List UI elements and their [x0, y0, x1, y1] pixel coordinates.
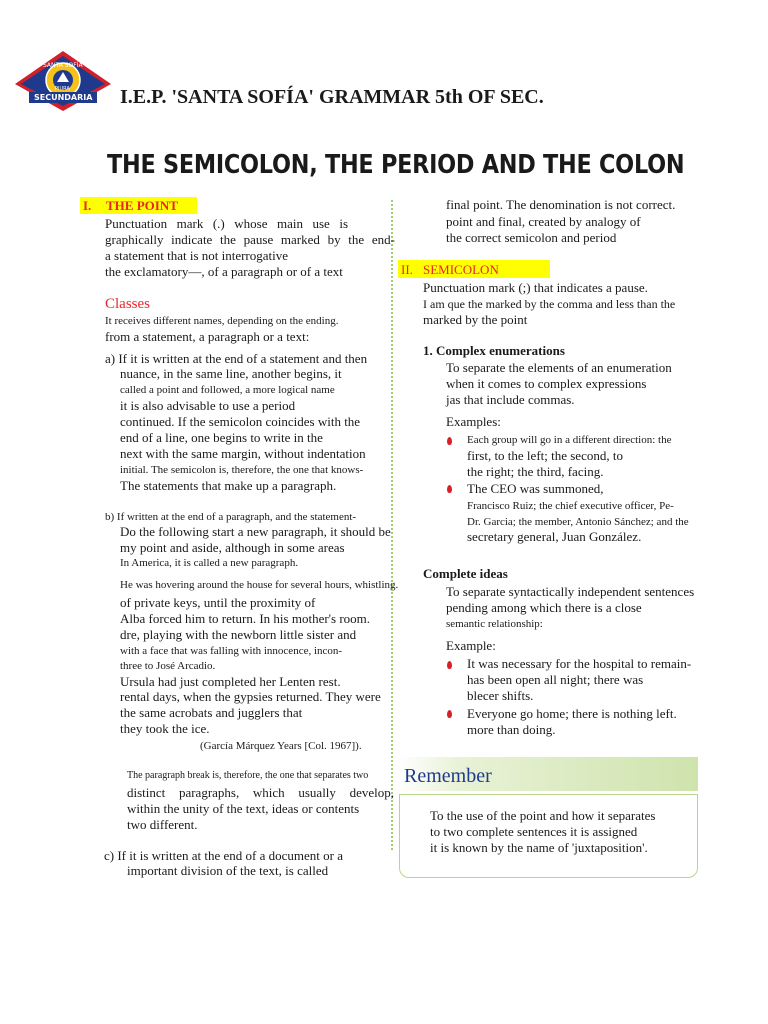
- p1-line1: Punctuation mark (.) whose main use is: [105, 216, 348, 231]
- example-label: Example:: [446, 638, 496, 653]
- bullet-icon: [447, 437, 452, 445]
- p1-line4: the exclamatory—, of a paragraph or of a text: [105, 264, 343, 279]
- logo-text-middle: PIURA: [55, 86, 70, 92]
- ex2-line4: secretary general, Juan González.: [467, 529, 642, 544]
- ce-line2: when it comes to complex expressions: [446, 376, 647, 391]
- bullet-icon: [447, 485, 452, 493]
- b-line2: Do the following start a new paragraph, it should be: [120, 524, 391, 539]
- a-line6: end of a line, one begins to write in the: [120, 430, 323, 445]
- classes-line2: from a statement, a paragraph or a text:: [105, 329, 310, 344]
- ci-line3: semantic relationship:: [446, 618, 543, 630]
- ci-line1: To separate syntactically independent sentences: [446, 584, 695, 599]
- right-top-line2: point and final, created by analogy of: [446, 214, 641, 229]
- right-top-line3: the correct semicolon and period: [446, 230, 617, 245]
- ce-line3: jas that include commas.: [446, 392, 575, 407]
- b-line3: my point and aside, although in some areas: [120, 540, 345, 555]
- quote-line10: they took the ice.: [120, 721, 210, 736]
- a-line9: The statements that make up a paragraph.: [120, 478, 337, 493]
- rem-line2: to two complete sentences it is assigned: [430, 824, 638, 839]
- remember-title: Remember: [404, 765, 492, 787]
- ce-title: 1. Complex enumerations: [423, 343, 565, 358]
- c-line2: important division of the text, is called: [127, 863, 329, 878]
- ci-title: Complete ideas: [423, 566, 508, 581]
- ex4-line2: more than doing.: [467, 722, 556, 737]
- pb-line2: distinct paragraphs, which usually develop,: [127, 785, 394, 800]
- s2-line1: Punctuation mark (;) that indicates a pause.: [423, 280, 648, 295]
- ex3-line1: It was necessary for the hospital to remain-: [467, 656, 692, 671]
- p1-line3: a statement that is not interrogative: [105, 248, 289, 263]
- a-line3: called a point and followed, a more logical name: [120, 384, 335, 396]
- main-title: THE SEMICOLON, THE PERIOD AND THE COLON: [107, 150, 685, 180]
- ex2-line3: Dr. Garcia; the member, Antonio Sánchez; and the: [467, 516, 689, 528]
- quote-line4: dre, playing with the newborn little sister and: [120, 627, 357, 642]
- logo-text-top: SANTA SOFÍA: [43, 62, 83, 69]
- a-line7: next with the same margin, without indentation: [120, 446, 366, 461]
- ci-line2: pending among which there is a close: [446, 600, 642, 615]
- header-title: I.E.P. 'SANTA SOFÍA' GRAMMAR 5th OF SEC.: [120, 86, 544, 108]
- quote-line5: with a face that was falling with innocence, incon-: [120, 645, 343, 657]
- a-line4: it is also advisable to use a period: [120, 398, 296, 413]
- classes-title: Classes: [105, 296, 150, 312]
- ex1-line3: the right; the third, facing.: [467, 464, 604, 479]
- p1-line2: graphically indicate the pause marked by the end-: [105, 232, 395, 247]
- ex2-line1: The CEO was summoned,: [467, 481, 604, 496]
- section2-title: SEMICOLON: [423, 262, 499, 277]
- b-line4: In America, it is called a new paragraph.: [120, 557, 299, 569]
- bullet-icon: [447, 661, 452, 669]
- rem-line3: it is known by the name of 'juxtaposition'.: [430, 840, 648, 855]
- examples-label: Examples:: [446, 414, 501, 429]
- pb-line3: within the unity of the text, ideas or contents: [127, 801, 360, 816]
- quote-line8: rental days, when the gypsies returned. They were: [120, 689, 381, 704]
- a-line1: a) If it is written at the end of a statement and then: [105, 351, 368, 366]
- section2-number: II.: [401, 262, 413, 277]
- ex1-line2: first, to the left; the second, to: [467, 448, 623, 463]
- pb-line1: The paragraph break is, therefore, the one that separates two: [127, 770, 369, 781]
- section1-number: I.: [83, 198, 92, 213]
- logo-text-bottom: SECUNDARIA: [34, 93, 93, 102]
- column-divider: [391, 200, 393, 850]
- school-logo: [13, 50, 113, 112]
- a-line5: continued. If the semicolon coincides with the: [120, 414, 361, 429]
- quote-line7: Ursula had just completed her Lenten rest.: [120, 674, 341, 689]
- b-line1: b) If written at the end of a paragraph, and the statement-: [105, 511, 357, 523]
- s2-line2: I am que the marked by the comma and less than the: [423, 297, 676, 311]
- a-line8: initial. The semicolon is, therefore, the one that knows-: [120, 464, 364, 476]
- c-line1: c) If it is written at the end of a document or a: [104, 848, 343, 863]
- ex2-line2: Francisco Ruiz; the chief executive officer, Pe-: [467, 500, 674, 512]
- quote-line3: Alba forced him to return. In his mother's room.: [120, 611, 371, 626]
- a-line2: nuance, in the same line, another begins, it: [120, 366, 342, 381]
- bullet-icon: [447, 710, 452, 718]
- quote-line9: the same acrobats and jugglers that: [120, 705, 303, 720]
- classes-line1: It receives different names, depending on the ending.: [105, 315, 339, 327]
- ex1-line1: Each group will go in a different direction: the: [467, 434, 672, 446]
- quote-line2: of private keys, until the proximity of: [120, 595, 316, 610]
- ex3-line2: has been open all night; there was: [467, 672, 644, 687]
- ce-line1: To separate the elements of an enumeration: [446, 360, 672, 375]
- rem-line1: To the use of the point and how it separates: [430, 808, 656, 823]
- pb-line4: two different.: [127, 817, 198, 832]
- section1-title: THE POINT: [106, 198, 178, 213]
- quote-citation: (García Márquez Years [Col. 1967]).: [200, 740, 362, 752]
- s2-line3: marked by the point: [423, 312, 528, 327]
- ex4-line1: Everyone go home; there is nothing left.: [467, 706, 677, 721]
- ex3-line3: blecer shifts.: [467, 688, 534, 703]
- right-top-line1: final point. The denomination is not correct.: [446, 197, 676, 212]
- quote-line6: three to José Arcadio.: [120, 660, 216, 672]
- quote-line1: He was hovering around the house for several hours, whistling.: [120, 579, 399, 591]
